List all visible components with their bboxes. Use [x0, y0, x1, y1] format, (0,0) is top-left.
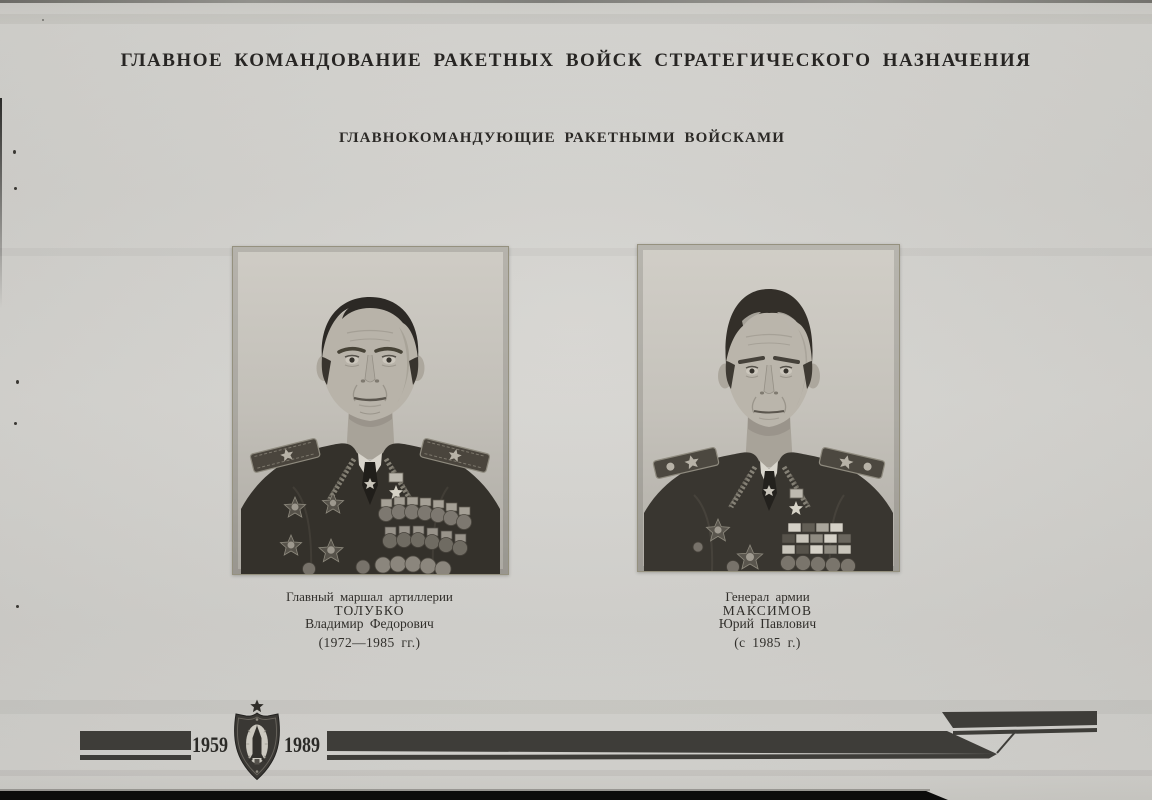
ribbon-fold-segment	[942, 711, 1097, 728]
star-icon	[250, 700, 263, 713]
portrait-caption-maksimov	[637, 590, 898, 649]
page-subtitle: ГЛАВНОКОМАНДУЮЩИЕ РАКЕТНЫМИ ВОЙСКАМИ	[339, 130, 785, 146]
page-title: ГЛАВНОЕ КОМАНДОВАНИЕ РАКЕТНЫХ ВОЙСК СТРАТЕГИЧЕСКОГО НАЗНАЧЕНИЯ	[120, 50, 1032, 71]
portrait-surname: МАКСИМОВ	[722, 602, 813, 618]
ribbon-fold-underline	[953, 728, 1097, 735]
scan-speck	[13, 150, 16, 154]
scan-speck	[14, 422, 17, 425]
shield-rocket-emblem	[229, 698, 285, 783]
portrait-tenure: (с 1985 г.)	[734, 634, 801, 650]
scan-artifact-top-edge	[0, 0, 1152, 3]
portrait-surname: ТОЛУБКО	[334, 602, 405, 618]
portrait-name: Владимир Федорович	[305, 616, 434, 631]
scan-speck	[42, 19, 44, 21]
scan-artifact-left-edge	[0, 98, 2, 308]
portrait-figure-maksimov	[637, 244, 898, 649]
portrait-rank: Главный маршал артиллерии	[286, 589, 453, 604]
portrait-name: Юрий Павлович	[718, 616, 817, 631]
scan-artifact-bottom-bar	[0, 791, 948, 800]
ribbon-left-bar	[80, 731, 191, 750]
scan-streak	[0, 14, 1152, 24]
scan-speck	[14, 187, 17, 190]
portrait-tenure: (1972—1985 гг.)	[318, 634, 421, 650]
ribbon-fold-edge	[997, 731, 1016, 753]
year-start-label: 1959	[191, 732, 229, 757]
portrait-figure-tolubko	[232, 246, 507, 649]
anniversary-banner	[0, 695, 1152, 800]
scan-artifact-bottom-fuzz	[0, 789, 930, 791]
ribbon-main-bar	[327, 731, 997, 754]
year-end-label: 1989	[283, 732, 321, 757]
scan-streak	[0, 248, 1152, 256]
portrait-rank: Генерал армии	[725, 589, 810, 604]
ribbon-bars	[782, 523, 851, 554]
ribbon-bars-graphic	[0, 695, 1152, 800]
portrait-caption-tolubko	[232, 590, 507, 649]
scan-speck	[16, 380, 19, 384]
portrait-photo-maksimov	[637, 244, 900, 572]
ribbon-main-underline	[327, 754, 997, 760]
scan-speck	[16, 605, 19, 608]
portrait-photo-tolubko	[232, 246, 509, 575]
ribbon-left-underline	[80, 755, 191, 760]
